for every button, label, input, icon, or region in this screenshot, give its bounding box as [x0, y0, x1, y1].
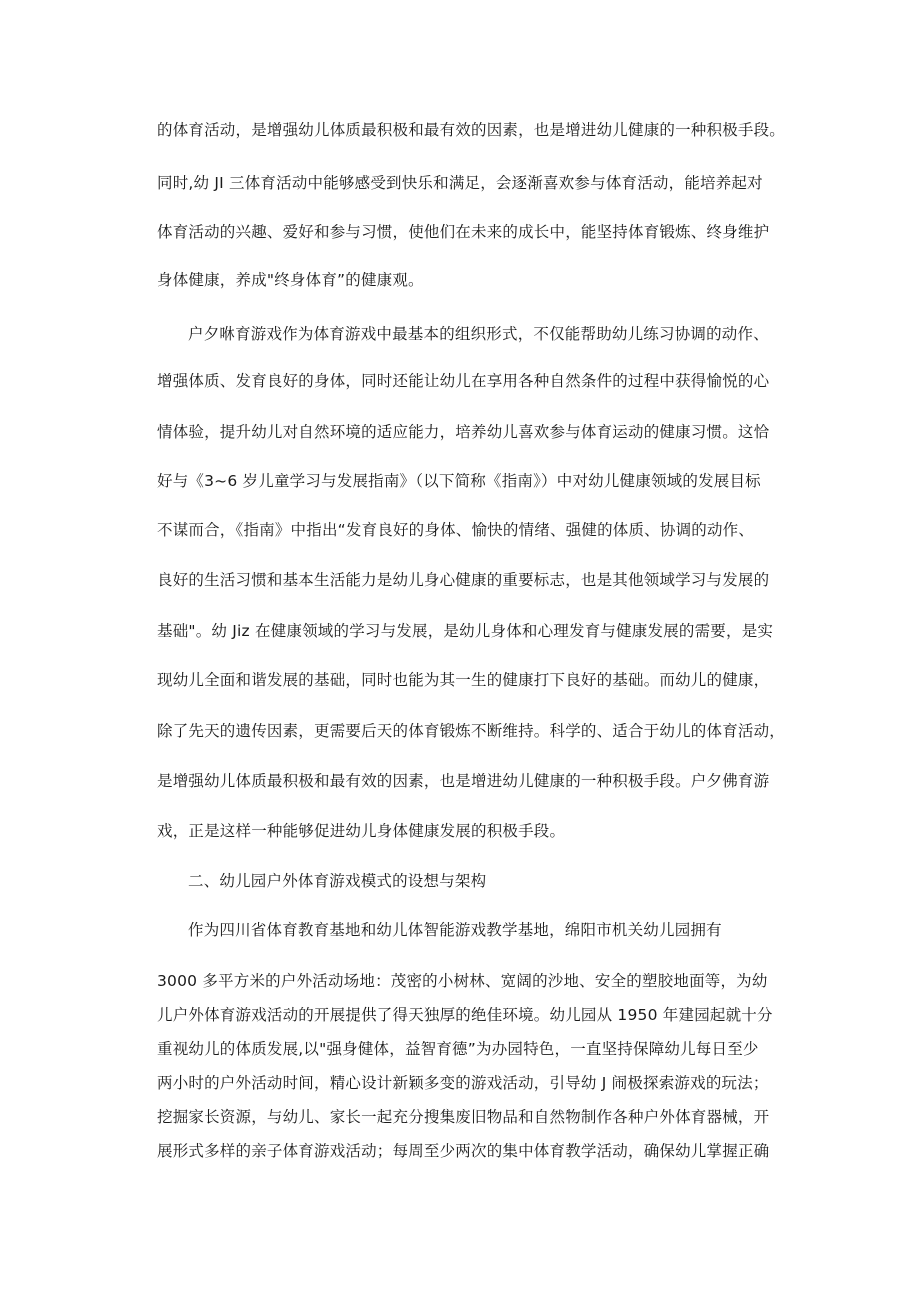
text-line: 戏，正是这样一种能够促进幼儿身体健康发展的积极手段。: [157, 822, 566, 840]
text-line: 身体健康，养成"终身体育”的健康观。: [157, 271, 424, 289]
text-line: 户夕咻育游戏作为体育游戏中最基本的组织形式，不仅能帮助幼儿练习协调的动作、: [188, 325, 769, 343]
text-line: 作为四川省体育教育基地和幼儿体智能游戏教学基地，绵阳市机关幼儿园拥有: [188, 921, 722, 939]
text-line: 不谋而合，《指南》中指出“发育良好的身体、愉快的情绪、强健的体质、协调的动作、: [157, 521, 755, 539]
text-line: 良好的生活习惯和基本生活能力是幼儿身心健康的重要标志，也是其他领域学习与发展的: [157, 571, 770, 589]
text-line: 是增强幼儿体质最积极和最有效的因素，也是增进幼儿健康的一种积极手段。户夕佛育游: [157, 772, 770, 790]
text-line: 的体育活动，是增强幼儿体质最积极和最有效的因素，也是增进幼儿健康的一种积极手段。: [157, 121, 786, 139]
text-line: 现幼儿全面和谐发展的基础，同时也能为其一生的健康打下良好的基础。而幼儿的健康，: [157, 671, 770, 689]
text-line: 儿户外体育游戏活动的开展提供了得天独厚的绝佳环境。幼儿园从 1950 年建园起就十分: [157, 1006, 773, 1024]
text-line: 同时,幼 JI 三体育活动中能够感受到快乐和满足，会逐渐喜欢参与体育活动，能培养起对: [157, 174, 763, 192]
section-heading: 二、幼儿园户外体育游戏模式的设想与架构: [188, 872, 487, 890]
text-line: 除了先天的遗传因素，更需要后天的体育锻炼不断维持。科学的、适合于幼儿的体育活动，: [157, 722, 786, 740]
text-line: 两小时的户外活动时间，精心设计新颖多变的游戏活动，引导幼 J 闹极探索游戏的玩法；: [157, 1074, 769, 1092]
text-line: 重视幼儿的体质发展,以"强身健体，益智育德”为办园特色，一直坚持保障幼儿每日至少: [157, 1040, 759, 1058]
text-line: 增强体质、发育良好的身体，同时还能让幼儿在享用各种自然条件的过程中获得愉悦的心: [157, 372, 770, 390]
text-line: 体育活动的兴趣、爱好和参与习惯，使他们在未来的成长中，能坚持体育锻炼、终身维护: [157, 223, 770, 241]
text-line: 情体验，提升幼儿对自然环境的适应能力，培养幼儿喜欢参与体育运动的健康习惯。这恰: [157, 423, 770, 441]
text-line: 挖掘家长资源，与幼儿、家长一起充分搜集废旧物品和自然物制作各种户外体育器械，开: [157, 1108, 770, 1126]
text-line: 展形式多样的亲子体育游戏活动；每周至少两次的集中体育教学活动，确保幼儿掌握正确: [157, 1142, 770, 1160]
text-line: 基础"。幼 Jiz 在健康领域的学习与发展，是幼儿身体和心理发育与健康发展的需要，是实: [157, 622, 774, 640]
text-line: 好与《3~6 岁儿童学习与发展指南》（以下简称《指南》）中对幼儿健康领域的发展目标: [157, 472, 761, 490]
text-line: 3000 多平方米的户外活动场地：茂密的小树林、宽阔的沙地、安全的塑胶地面等，为幼: [157, 972, 768, 990]
